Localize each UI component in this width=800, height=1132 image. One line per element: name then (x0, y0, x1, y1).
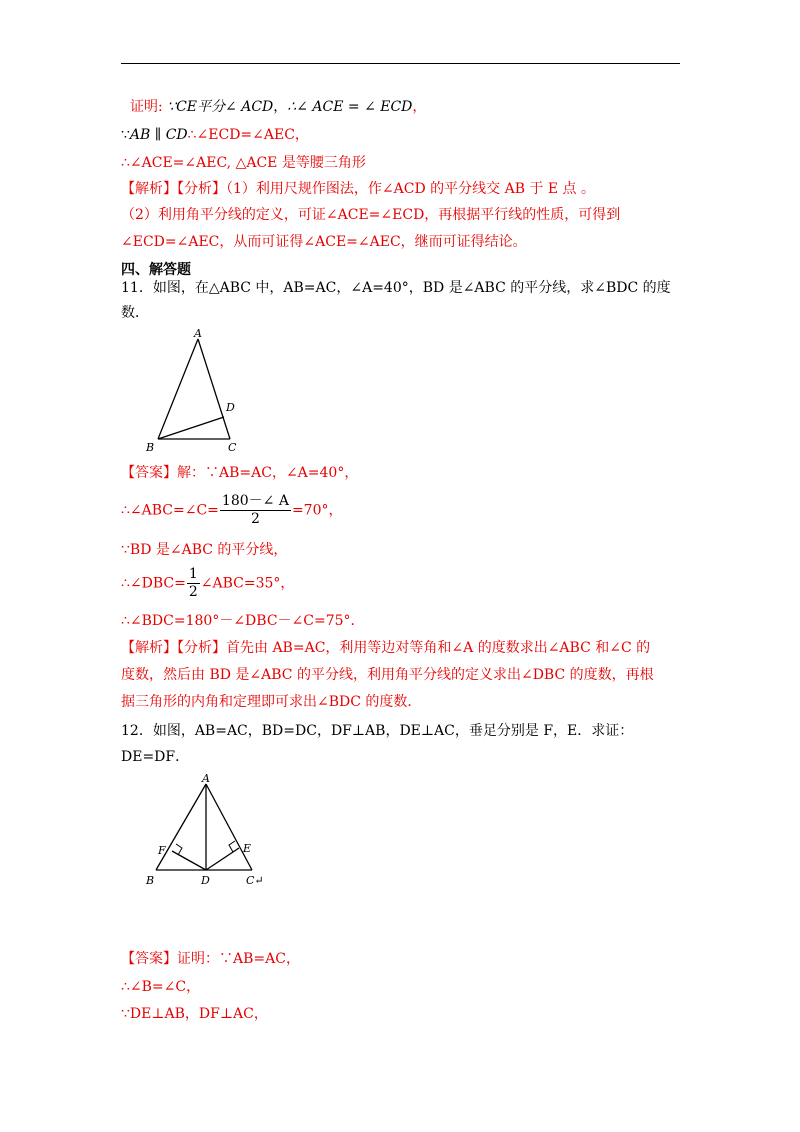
q11-fraction-2-den: 2 (188, 584, 198, 600)
analysis-2b: ∠ECD=∠AEC，从而可证得∠ACE=∠AEC，继而可证得结论。 (121, 234, 527, 250)
q12-label-b: B (146, 874, 155, 887)
analysis-1: 【解析】【分析】（1）利用尺规作图法，作∠ACD 的平分线交 AB 于 E 点 。 (121, 181, 596, 197)
q11-answer-4 (121, 566, 294, 604)
q11-fraction-1 (220, 493, 291, 528)
q11-answer-1: 【答案】解：∵AB=AC，∠A=40°， (121, 465, 359, 481)
q11-answer-2-pre: ∴∠ABC=∠C= (121, 502, 219, 519)
q12-answer-2: ∴∠B=∠C， (121, 979, 201, 995)
q11-text-a: 11．如图，在△ABC 中，AB=AC，∠A=40°，BD 是∠ABC 的平分线，求∠BDC 的度 (121, 280, 671, 296)
q11-answer-5: ∴∠BDC=180°－∠DBC－∠C=75°． (121, 613, 365, 629)
q12-text-a: 12．如图，AB=AC，BD=DC，DF⊥AB，DE⊥AC，垂足分别是 F，E．求证： (121, 723, 634, 739)
q12-label-c: C↵ (246, 874, 264, 887)
q11-fraction-1-num: 180－∠ A (221, 493, 289, 509)
section-title: 四、解答题 (121, 262, 191, 278)
q12-perp-df (172, 851, 206, 870)
q11-fraction-2 (187, 566, 200, 601)
q11-analysis-2: 度数，然后由 BD 是∠ABC 的平分线，利用角平分线的定义求出∠DBC 的度数，再根 (121, 667, 654, 683)
q12-right-angle-e (229, 841, 235, 852)
q11-side-ab (158, 339, 198, 439)
q11-fraction-2-num: 1 (188, 566, 198, 582)
q11-answer-2 (121, 493, 342, 531)
proof2-rest: ∴∠ECD=∠AEC， (187, 127, 309, 143)
q11-text-b: 数． (121, 305, 149, 321)
q11-answer-4-pre: ∴∠DBC= (121, 575, 186, 592)
q12-perp-de (206, 848, 239, 870)
proof-end: ， (412, 99, 427, 115)
q11-figure (140, 325, 250, 457)
q12-side-ac (206, 784, 252, 870)
proof-eq: = (343, 99, 365, 115)
proof-since: ∵ (167, 99, 177, 115)
q12-label-d: D (201, 874, 210, 887)
proof-comma: ， (273, 99, 288, 115)
proof-therefore: ∴ (287, 99, 297, 115)
proof-math-ace: ∠ ACE (296, 99, 344, 115)
q11-bisector-bd (158, 417, 224, 439)
q12-text-b: DE=DF． (121, 749, 190, 765)
proof-math-ecd: ∠ ECD (364, 99, 413, 115)
q11-label-d: D (226, 401, 235, 414)
q11-analysis-3: 据三角形的内角和定理即可求出∠BDC 的度数． (121, 694, 422, 710)
q12-answer-3: ∵DE⊥AB，DF⊥AC， (121, 1006, 268, 1022)
analysis-2a: （2）利用角平分线的定义，可证∠ACE=∠ECD，再根据平行线的性质，可得到 (121, 207, 621, 223)
q11-label-a: A (194, 327, 202, 340)
q12-figure (142, 772, 272, 892)
proof-cjk: 平分 (197, 99, 226, 115)
q12-label-f: F (158, 844, 166, 857)
q11-label-c: C (228, 441, 237, 454)
proof-line-1 (130, 97, 426, 117)
proof-line-3: ∴∠ACE=∠AEC, △ACE 是等腰三角形 (121, 155, 366, 171)
q11-label-b: B (146, 441, 155, 454)
q11-answer-4-post: ∠ABC=35°， (200, 575, 295, 592)
proof-prefix: 证明: (130, 99, 163, 115)
q11-answer-3: ∵BD 是∠ABC 的平分线， (121, 542, 288, 558)
q11-analysis-1: 【解析】【分析】首先由 AB=AC，利用等边对等角和∠A 的度数求出∠ABC 和∠C 的 (121, 640, 651, 656)
q11-fraction-1-den: 2 (250, 511, 260, 527)
q12-answer-1: 【答案】证明：∵AB=AC， (121, 951, 300, 967)
proof-math-acd: ∠ ACD (225, 99, 274, 115)
proof-line-2 (121, 125, 309, 145)
proof2-math: AB ∥ CD (129, 127, 188, 143)
header-rule (121, 63, 680, 64)
q12-side-ab (156, 784, 206, 870)
q12-label-a: A (202, 772, 210, 785)
q11-answer-2-post: =70°， (291, 502, 343, 519)
proof-math-ce: CE (176, 99, 198, 115)
proof2-since: ∵ (121, 127, 130, 143)
q12-label-e: E (243, 842, 252, 855)
